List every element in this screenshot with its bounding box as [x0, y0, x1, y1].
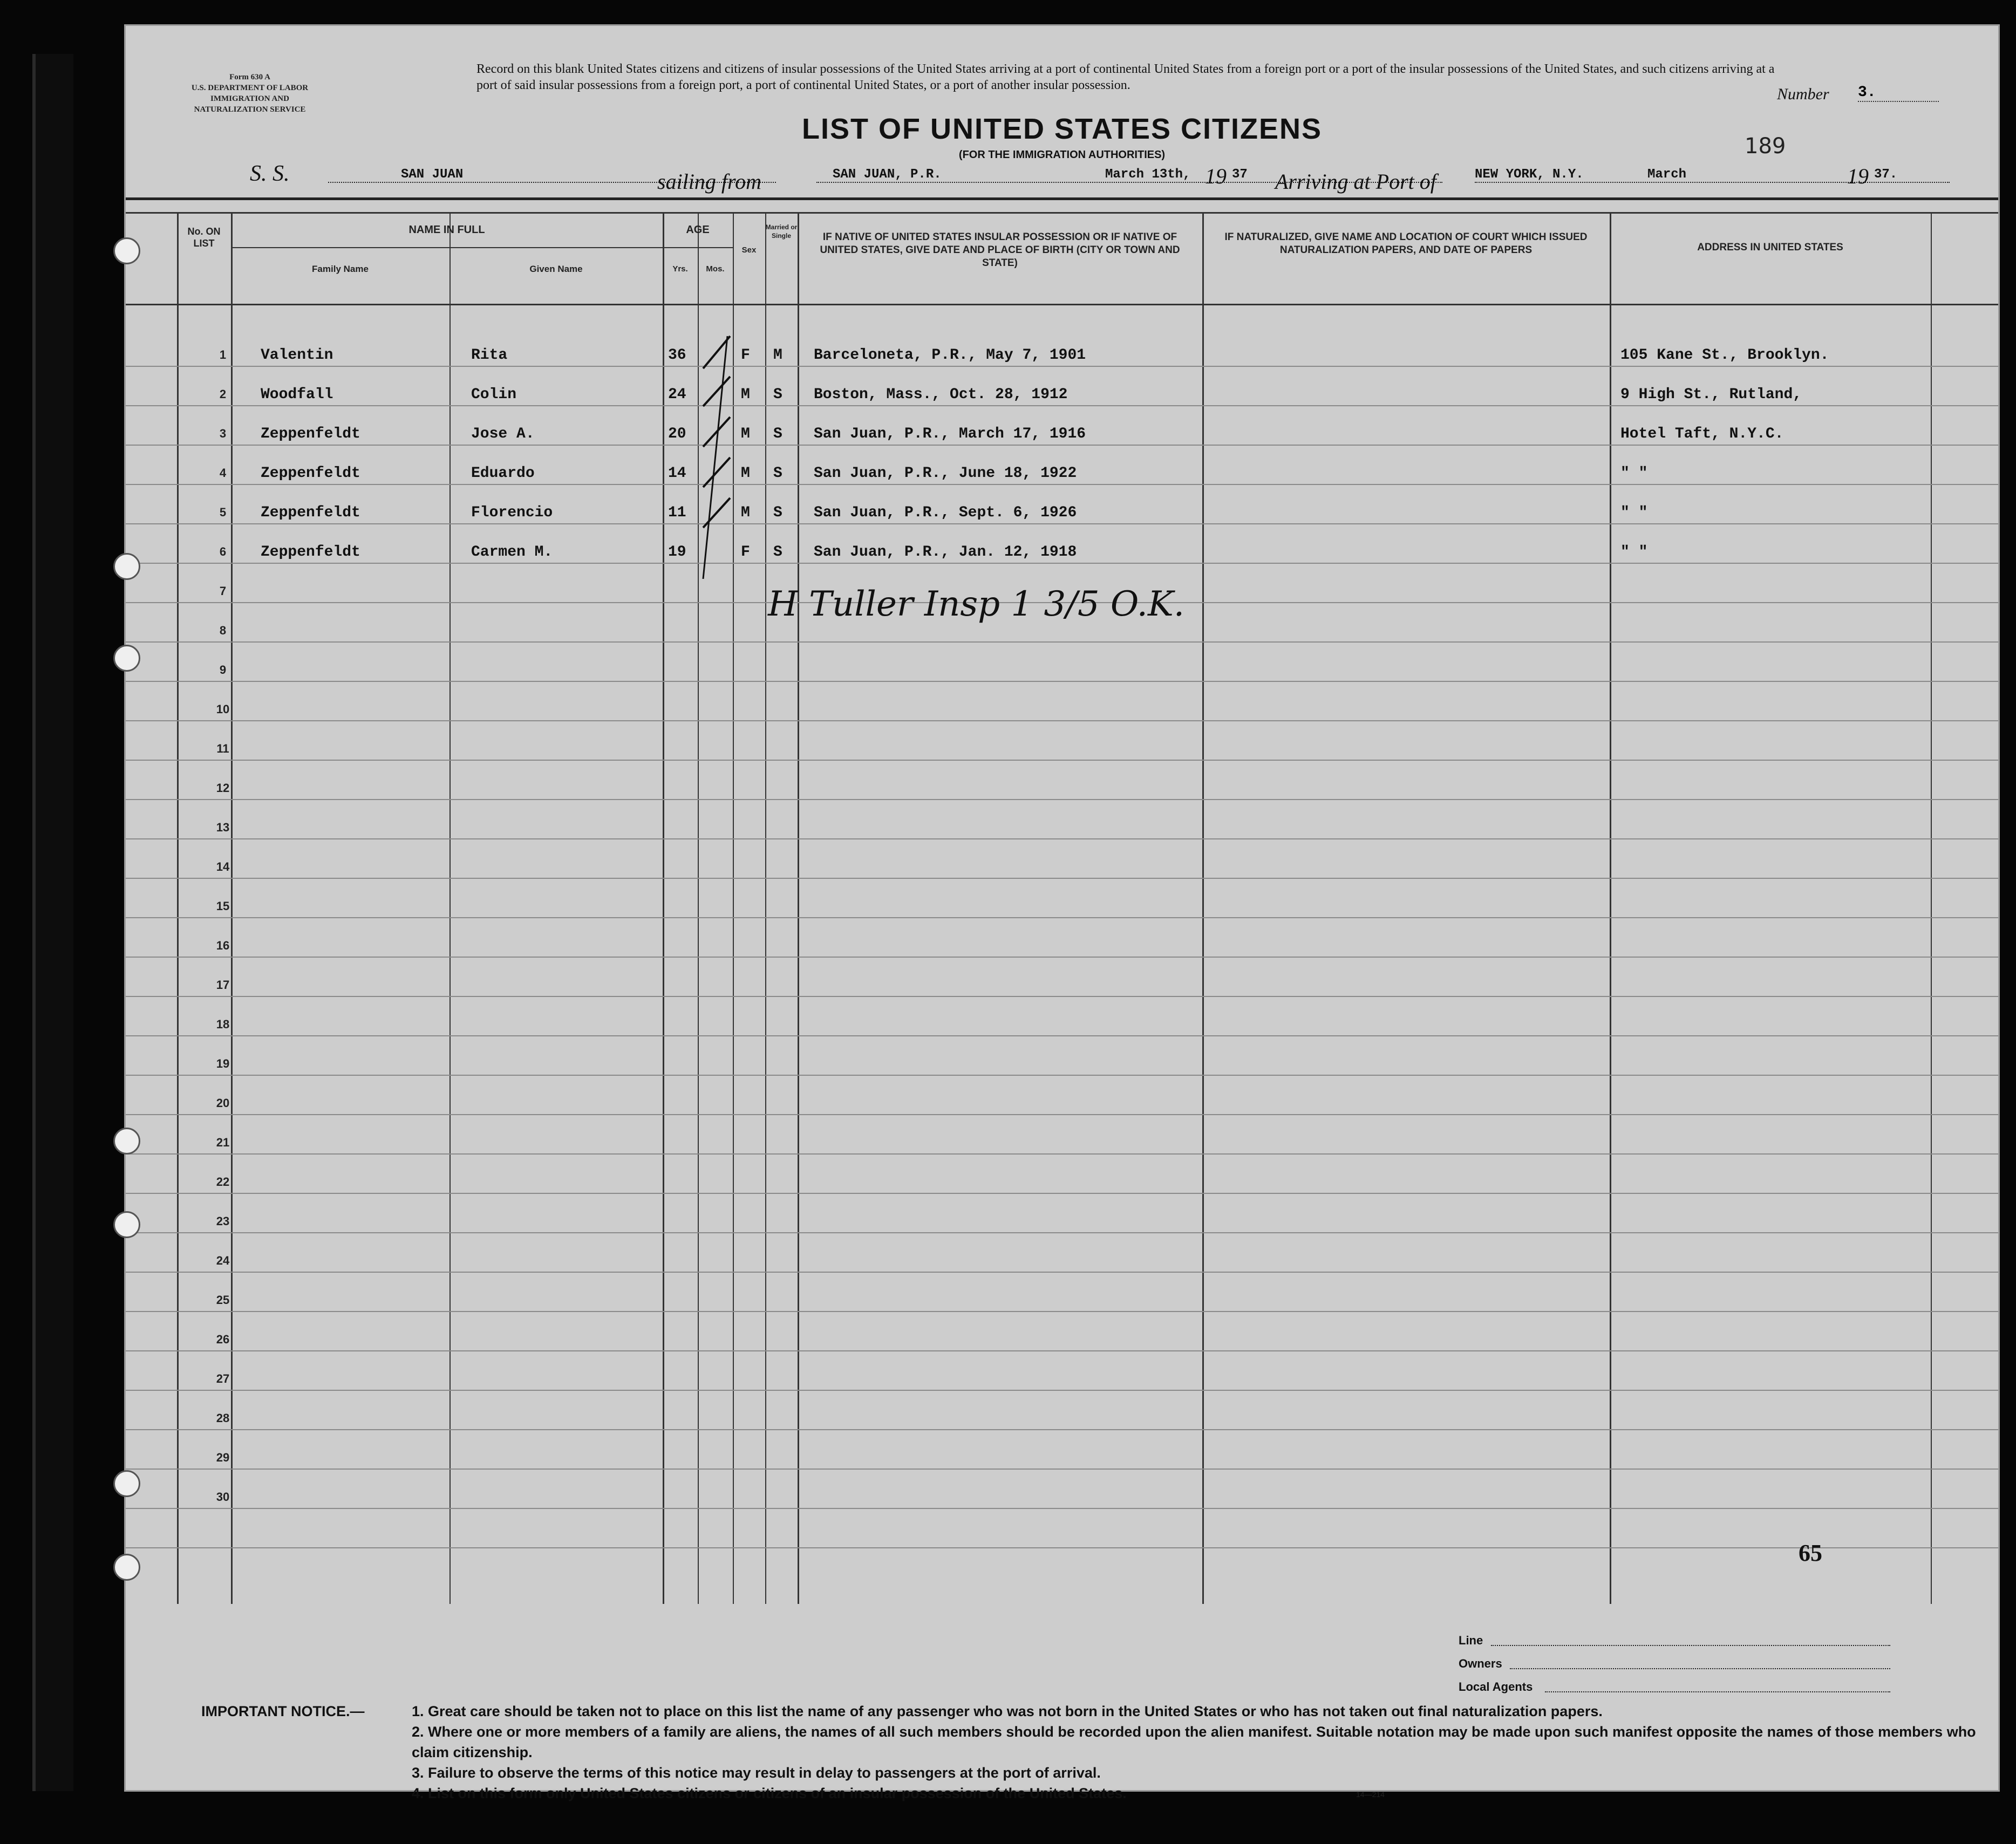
row-number: 27	[216, 1372, 230, 1385]
row-rule	[126, 1469, 1998, 1470]
row-number: 26	[216, 1333, 230, 1346]
row-rule	[126, 1547, 1998, 1548]
col-divider	[1610, 212, 1611, 1604]
footer	[126, 1609, 1998, 1801]
row-number: 22	[216, 1175, 230, 1189]
row-number: 30	[216, 1490, 230, 1504]
punch-hole	[113, 237, 140, 264]
row-number: 12	[216, 781, 230, 795]
marital-status: S	[773, 386, 782, 403]
row-rule	[126, 445, 1998, 446]
number-label: Number	[1777, 85, 1829, 103]
arrival-year-prefix: 19	[1847, 164, 1869, 188]
row-rule	[126, 523, 1998, 524]
passenger-table	[126, 212, 1998, 1604]
birth-info: Barceloneta, P.R., May 7, 1901	[814, 347, 1086, 364]
age-years: 11	[668, 504, 686, 521]
row-rule	[126, 1311, 1998, 1312]
row-number: 19	[216, 1057, 230, 1070]
family-name: Valentin	[261, 347, 333, 364]
punch-hole	[113, 553, 140, 580]
family-name: Zeppenfeldt	[261, 426, 360, 442]
row-rule	[126, 1390, 1998, 1391]
punch-hole	[113, 1128, 140, 1155]
ship-name: SAN JUAN	[328, 167, 776, 183]
departure-year-prefix: 19	[1205, 164, 1227, 188]
header-bottom-rule	[126, 304, 1998, 305]
row-rule	[126, 1193, 1998, 1194]
row-rule	[126, 1114, 1998, 1115]
footer-owners-label: Owners	[1459, 1657, 1502, 1670]
departure-year-suffix: 37	[1232, 167, 1248, 182]
row-number: 28	[216, 1411, 230, 1425]
row-rule	[126, 405, 1998, 406]
row-number: 2	[219, 387, 227, 401]
col-divider	[698, 212, 699, 1604]
header-naturalized: IF NATURALIZED, GIVE NAME AND LOCATION OF COURT WHICH ISSUED NATURALIZATION PAPERS, AND DATE OF PAPERS	[1224, 231, 1588, 256]
footer-line-label: Line	[1459, 1634, 1483, 1647]
row-rule	[126, 1350, 1998, 1351]
inspector-signature: H Tuller Insp 1 3/5 O.K.	[768, 584, 1185, 624]
notice-1: 1. Great care should be taken not to place on this list the name of any passenger who was not born in the United States or who has not taken out final naturalization papers.	[412, 1703, 1603, 1719]
col-divider	[765, 212, 766, 1604]
row-rule	[126, 957, 1998, 958]
sex: M	[741, 386, 750, 403]
marital-status: S	[773, 504, 782, 521]
row-rule	[126, 878, 1998, 879]
row-rule	[126, 799, 1998, 800]
row-number: 11	[216, 742, 229, 755]
row-number: 25	[216, 1293, 230, 1307]
row-rule	[126, 838, 1998, 839]
address: 105 Kane St., Brooklyn.	[1620, 347, 1829, 364]
row-rule	[126, 563, 1998, 564]
row-number: 9	[219, 663, 227, 677]
form-number: Form 630 A	[229, 73, 270, 81]
col-divider	[1202, 212, 1204, 1604]
address: " "	[1620, 465, 1648, 482]
birth-info: San Juan, P.R., March 17, 1916	[814, 426, 1086, 442]
col-divider	[449, 212, 451, 1604]
arrival-year-suffix: 37.	[1874, 167, 1898, 182]
header-given-name: Given Name	[529, 264, 583, 274]
punch-hole	[113, 1211, 140, 1238]
page-title: LIST OF UNITED STATES CITIZENS	[802, 113, 1322, 145]
col-divider	[177, 212, 179, 1604]
row-number: 3	[219, 427, 227, 440]
age-years: 19	[668, 544, 686, 561]
col-divider	[1931, 212, 1932, 1604]
row-number: 10	[216, 702, 230, 716]
row-number: 20	[216, 1096, 230, 1110]
number-value: 3.	[1858, 84, 1939, 102]
given-name: Florencio	[471, 504, 553, 521]
header-name-in-full: NAME IN FULL	[408, 224, 485, 236]
family-name: Woodfall	[261, 386, 333, 403]
given-name: Eduardo	[471, 465, 535, 482]
marital-status: S	[773, 426, 782, 442]
sex: M	[741, 426, 750, 442]
marital-status: S	[773, 465, 782, 482]
address: 9 High St., Rutland,	[1620, 386, 1802, 403]
row-number: 7	[219, 584, 227, 598]
row-number: 14	[216, 860, 230, 873]
page-subtitle: (FOR THE IMMIGRATION AUTHORITIES)	[958, 149, 1166, 161]
address: " "	[1620, 544, 1648, 561]
row-rule	[126, 1153, 1998, 1155]
row-number: 15	[216, 899, 230, 913]
arriving-label: Arriving at Port of	[1275, 169, 1436, 194]
col-divider	[733, 212, 734, 1604]
row-rule	[126, 1508, 1998, 1509]
footer-agents-field	[1545, 1691, 1890, 1692]
marital-status: M	[773, 347, 782, 364]
row-number: 13	[216, 821, 230, 834]
row-number: 24	[216, 1254, 230, 1267]
header-married-single: Married or Single	[765, 223, 798, 240]
form-identifier	[185, 72, 315, 115]
departure-date: March 13th,	[1105, 167, 1191, 182]
punch-hole	[113, 645, 140, 672]
birth-info: San Juan, P.R., Jan. 12, 1918	[814, 544, 1077, 561]
header-age: AGE	[686, 224, 710, 236]
notice-title: IMPORTANT NOTICE.—	[201, 1703, 365, 1719]
footer-line-field	[1491, 1644, 1890, 1646]
family-name: Zeppenfeldt	[261, 544, 360, 561]
arrival-port: NEW YORK, N.Y.	[1475, 167, 1950, 183]
row-rule	[126, 1272, 1998, 1273]
age-years: 36	[668, 347, 686, 364]
row-number: 5	[219, 506, 227, 519]
given-name: Colin	[471, 386, 517, 403]
notice-2: 2. Where one or more members of a family are aliens, the names of all such members should be recorded upon the alien manifest. Suitable notation may be made upon such manifest opposite the names of those members who claim citizenship.	[412, 1724, 1976, 1760]
header-birth: IF NATIVE OF UNITED STATES INSULAR POSSESSION OR IF NATIVE OF UNITED STATES, GIVE DATE AND PLACE OF BIRTH (CITY OR TOWN AND STATE)	[820, 231, 1180, 269]
row-rule	[126, 484, 1998, 485]
birth-info: Boston, Mass., Oct. 28, 1912	[814, 386, 1068, 403]
service-name-line1: IMMIGRATION AND	[210, 94, 289, 103]
given-name: Carmen M.	[471, 544, 553, 561]
punch-hole	[113, 1470, 140, 1497]
given-name: Jose A.	[471, 426, 535, 442]
notice-4: 4. List on this form only United States citizens or citizens of an insular possession of the United States.	[412, 1785, 1127, 1801]
address: " "	[1620, 504, 1648, 521]
family-name: Zeppenfeldt	[261, 504, 360, 521]
row-number: 8	[219, 624, 227, 637]
header-no: No. ON LIST	[187, 226, 221, 249]
row-number: 17	[216, 978, 230, 992]
print-code: 14—214	[1356, 1790, 1385, 1799]
footer-agents-label: Local Agents	[1459, 1680, 1533, 1693]
row-number: 6	[219, 545, 227, 558]
header-sex: Sex	[741, 245, 757, 255]
row-rule	[126, 720, 1998, 721]
header-divider	[126, 197, 1998, 200]
row-rule	[126, 1232, 1998, 1233]
table-top-rule	[126, 212, 1998, 214]
row-number: 21	[216, 1136, 230, 1149]
birth-info: San Juan, P.R., Sept. 6, 1926	[814, 504, 1077, 521]
service-name-line2: NATURALIZATION SERVICE	[194, 105, 306, 114]
birth-info: San Juan, P.R., June 18, 1922	[814, 465, 1077, 482]
row-rule	[126, 917, 1998, 918]
given-name: Rita	[471, 347, 508, 364]
row-rule	[126, 1035, 1998, 1036]
sex: M	[741, 504, 750, 521]
header-address: ADDRESS IN UNITED STATES	[1697, 242, 1843, 253]
row-rule	[126, 681, 1998, 682]
sex: M	[741, 465, 750, 482]
row-rule	[126, 366, 1998, 367]
header-yrs: Yrs.	[672, 264, 688, 274]
row-number: 1	[219, 348, 227, 361]
header-mos: Mos.	[706, 264, 725, 274]
subheader-rule	[231, 247, 733, 248]
binder-strip	[32, 54, 73, 1791]
row-number: 23	[216, 1214, 230, 1228]
punch-hole	[113, 1554, 140, 1581]
row-rule	[126, 641, 1998, 643]
col-divider	[663, 212, 664, 1604]
age-years: 14	[668, 465, 686, 482]
header-family-name: Family Name	[312, 264, 369, 274]
address: Hotel Taft, N.Y.C.	[1620, 426, 1784, 442]
row-rule	[126, 1075, 1998, 1076]
row-rule	[126, 1429, 1998, 1430]
arrival-month: March	[1647, 167, 1687, 182]
marital-status: S	[773, 544, 782, 561]
page-number: 65	[1799, 1540, 1822, 1566]
age-years: 24	[668, 386, 686, 403]
departure-port: SAN JUAN, P.R.	[816, 167, 1442, 183]
age-years: 20	[668, 426, 686, 442]
sex: F	[741, 544, 750, 561]
row-number: 29	[216, 1451, 230, 1464]
row-rule	[126, 760, 1998, 761]
manifest-page	[124, 24, 2000, 1801]
row-number: 18	[216, 1017, 230, 1031]
col-divider	[798, 212, 799, 1604]
row-number: 16	[216, 939, 230, 952]
row-rule	[126, 996, 1998, 997]
row-number: 4	[219, 466, 227, 480]
preamble-text: Record on this blank United States citizens and citizens of insular possessions of the United States arriving at a port of continental United States from a foreign port or a port of the insular possessions of the United States, and such citizens arriving at a port of said insular possessions from a foreign port, a port of continental United States, or a port of another insular possession.	[476, 62, 1775, 92]
handwritten-sheet-number: 189	[1745, 134, 1786, 159]
ss-label: S. S.	[250, 161, 290, 186]
family-name: Zeppenfeldt	[261, 465, 360, 482]
check-marks	[700, 325, 733, 584]
footer-owners-field	[1510, 1668, 1890, 1669]
department-name: U.S. DEPARTMENT OF LABOR	[191, 84, 309, 92]
sailing-from-label: sailing from	[657, 169, 761, 194]
notice-3: 3. Failure to observe the terms of this notice may result in delay to passengers at the port of arrival.	[412, 1765, 1101, 1781]
sex: F	[741, 347, 750, 364]
